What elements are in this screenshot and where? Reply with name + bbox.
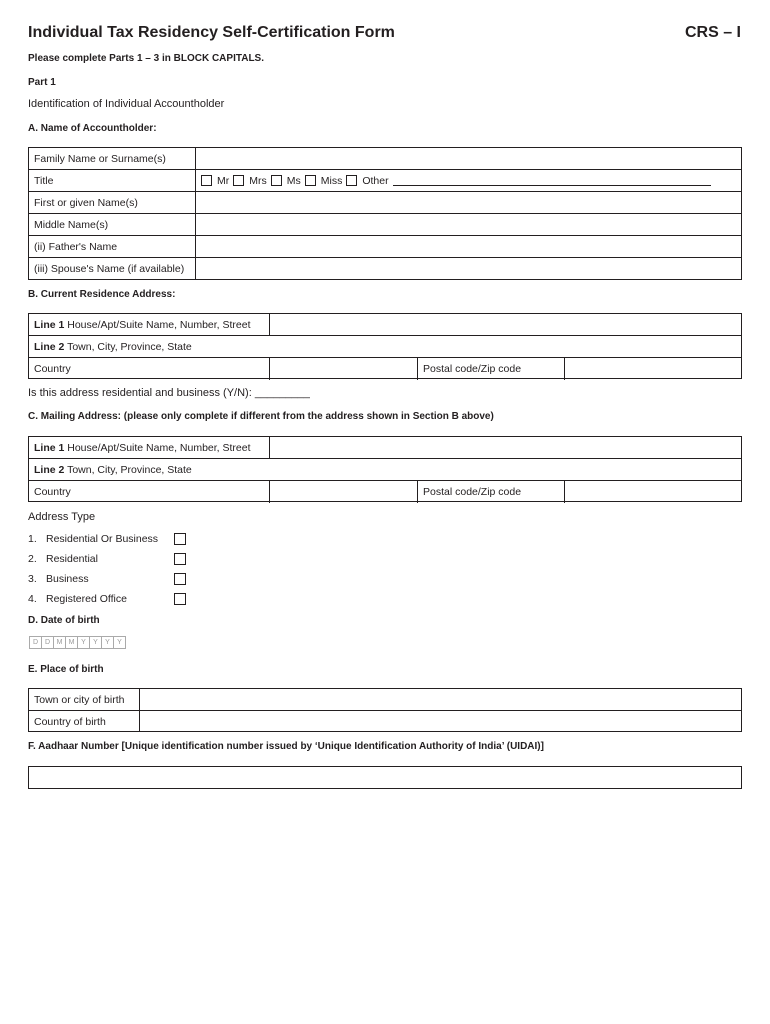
middle-name-label: Middle Name(s) — [29, 214, 196, 235]
section-b-heading: B. Current Residence Address: — [28, 289, 176, 300]
instruction: Please complete Parts 1 – 3 in BLOCK CAPITALS. — [28, 53, 264, 64]
title-mrs-checkbox[interactable] — [233, 175, 244, 186]
table-row — [29, 459, 741, 481]
mailing-country-field[interactable] — [270, 481, 418, 503]
residence-postal-field[interactable] — [565, 358, 741, 380]
list-item: 2. Residential — [28, 549, 191, 569]
residence-line1-label: Line 1 House/Apt/Suite Name, Number, Street — [29, 314, 270, 335]
residence-country-field[interactable] — [270, 358, 418, 380]
table-row — [29, 711, 741, 732]
spouse-name-label: (iii) Spouse's Name (if available) — [29, 258, 196, 280]
residence-line1-field[interactable] — [270, 314, 741, 335]
list-item: 4. Registered Office — [28, 589, 191, 609]
mailing-address-table — [28, 436, 742, 502]
aadhaar-number-field[interactable] — [28, 766, 742, 789]
table-row — [29, 214, 741, 236]
father-name-field[interactable] — [196, 236, 741, 257]
residential-checkbox[interactable] — [174, 553, 186, 565]
birth-country-field[interactable] — [140, 711, 741, 732]
table-row — [29, 358, 741, 380]
title-mrs-label: Mrs — [249, 174, 267, 187]
middle-name-field[interactable] — [196, 214, 741, 235]
dob-year-digit[interactable]: Y — [117, 639, 122, 646]
title-ms-checkbox[interactable] — [271, 175, 282, 186]
address-type-label: Residential — [46, 553, 98, 565]
residence-line2-label: Line 2 Town, City, Province, State — [34, 340, 192, 353]
title-other-field[interactable] — [393, 176, 711, 186]
address-type-label: Business — [46, 573, 89, 585]
residence-postal-label: Postal code/Zip code — [418, 358, 565, 380]
residential-business-question: Is this address residential and business (Y/N): _________ — [28, 387, 310, 399]
part-description: Identification of Individual Accountholder — [28, 98, 225, 110]
dob-year-digit[interactable]: Y — [90, 637, 102, 648]
table-row — [29, 689, 741, 711]
section-c-heading: C. Mailing Address: (please only complete if different from the address shown in Section B above) — [28, 411, 494, 422]
section-d-heading: D. Date of birth — [28, 615, 100, 626]
date-of-birth-input[interactable] — [29, 636, 126, 649]
dob-day-digit[interactable]: D — [30, 637, 42, 648]
list-item: 3. Business — [28, 569, 191, 589]
mailing-postal-label: Postal code/Zip code — [418, 481, 565, 503]
mailing-line1-label: Line 1 House/Apt/Suite Name, Number, Street — [29, 437, 270, 458]
mailing-country-label: Country — [29, 481, 270, 503]
address-type-heading: Address Type — [28, 511, 96, 523]
title-mr-label: Mr — [217, 174, 230, 187]
section-e-heading: E. Place of birth — [28, 664, 104, 675]
dob-month-digit[interactable]: M — [54, 637, 66, 648]
place-of-birth-table — [28, 688, 742, 732]
title-miss-checkbox[interactable] — [305, 175, 316, 186]
residence-country-label: Country — [29, 358, 270, 380]
first-name-label: First or given Name(s) — [29, 192, 196, 213]
title-other-label: Other — [362, 174, 389, 187]
address-type-list — [28, 529, 191, 609]
title-ms-label: Ms — [286, 174, 301, 187]
table-row — [29, 258, 741, 280]
residential-or-business-checkbox[interactable] — [174, 533, 186, 545]
family-name-field[interactable] — [196, 148, 741, 169]
form-code: CRS – I — [684, 24, 741, 41]
mailing-line2-label: Line 2 Town, City, Province, State — [34, 463, 192, 476]
title-miss-label: Miss — [320, 174, 343, 187]
residence-line2-field[interactable] — [270, 336, 741, 357]
family-name-label: Family Name or Surname(s) — [29, 148, 196, 169]
dob-month-digit[interactable]: M — [66, 637, 78, 648]
title-mr-checkbox[interactable] — [201, 175, 212, 186]
business-checkbox[interactable] — [174, 573, 186, 585]
name-table — [28, 147, 742, 280]
mailing-line2-field[interactable] — [270, 459, 741, 480]
dob-day-digit[interactable]: D — [42, 637, 54, 648]
form-title: Individual Tax Residency Self-Certification Form — [28, 24, 395, 41]
table-row — [29, 314, 741, 336]
table-row — [29, 192, 741, 214]
title-other-checkbox[interactable] — [346, 175, 357, 186]
spouse-name-field[interactable] — [196, 258, 741, 280]
address-type-label: Residential Or Business — [46, 533, 159, 545]
list-item: 1. Residential Or Business — [28, 529, 191, 549]
birth-country-label: Country of birth — [29, 711, 140, 732]
birth-town-field[interactable] — [140, 689, 741, 710]
address-type-label: Registered Office — [46, 593, 127, 605]
title-options — [196, 170, 741, 191]
title-label: Title — [29, 170, 196, 191]
section-f-heading: F. Aadhaar Number [Unique identification number issued by ‘Unique Identification Authority of India’ (UIDAI)] — [28, 741, 544, 752]
registered-office-checkbox[interactable] — [174, 593, 186, 605]
table-row — [29, 336, 741, 358]
part-label: Part 1 — [28, 77, 56, 88]
residence-address-table — [28, 313, 742, 379]
table-row — [29, 170, 741, 192]
father-name-label: (ii) Father's Name — [29, 236, 196, 257]
dob-year-digit[interactable]: Y — [102, 637, 114, 648]
birth-town-label: Town or city of birth — [29, 689, 140, 710]
first-name-field[interactable] — [196, 192, 741, 213]
section-a-heading: A. Name of Accountholder: — [28, 123, 157, 134]
dob-year-digit[interactable]: Y — [78, 637, 90, 648]
mailing-line1-field[interactable] — [270, 437, 741, 458]
table-row — [29, 148, 741, 170]
table-row — [29, 481, 741, 503]
mailing-postal-field[interactable] — [565, 481, 741, 503]
table-row — [29, 236, 741, 258]
table-row — [29, 437, 741, 459]
